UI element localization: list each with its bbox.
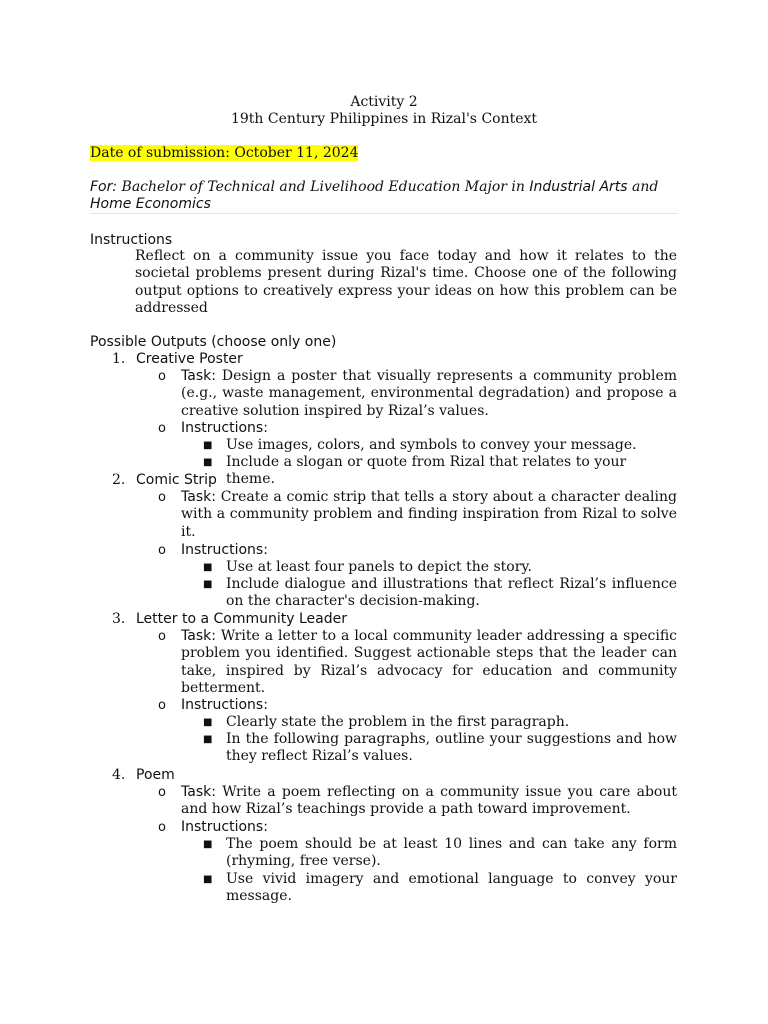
outputs-heading: Possible Outputs (choose only one) bbox=[90, 334, 337, 350]
instruction-text: Use images, colors, and symbols to convey your message. bbox=[226, 437, 637, 453]
item-title: Comic Strip bbox=[136, 472, 217, 488]
item-number: 4. bbox=[112, 767, 126, 783]
instructions-label: Instructions: bbox=[181, 542, 268, 558]
activity-title: Activity 2 bbox=[350, 94, 418, 110]
instruction-text: Use vivid imagery and emotional language to convey your message. bbox=[226, 871, 677, 905]
divider bbox=[90, 213, 678, 214]
instruction-text: In the following paragraphs, outline your suggestions and how they reflect Rizal’s values. bbox=[226, 731, 677, 765]
instructions-label: Instructions: bbox=[181, 697, 268, 713]
circle-bullet-icon: o bbox=[158, 490, 166, 505]
circle-bullet-icon: o bbox=[158, 698, 166, 713]
instructions-body: Reflect on a community issue you face today and how it relates to the societal problems present during Rizal's time. Choose one of the following output options to creatively express your ideas on how this problem can be addressed bbox=[135, 248, 677, 316]
item-number: 2. bbox=[112, 472, 126, 488]
task-text: Task: Design a poster that visually represents a community problem (e.g., waste management, environmental degradation) and propose a creative solution inspired by Rizal’s values. bbox=[181, 368, 678, 419]
document-subtitle: 19th Century Philippines in Rizal's Context bbox=[230, 111, 538, 127]
task-text: Task: Write a letter to a local community leader addressing a specific problem you identified. Suggest actionable steps that the leader can take, inspired by Rizal’s advocacy for education and community betterment. bbox=[181, 628, 677, 696]
audience-line-2: Home Economics bbox=[90, 196, 211, 212]
instruction-text: The poem should be at least 10 lines and can take any form (rhyming, free verse). bbox=[226, 836, 677, 870]
square-bullet-icon: ■ bbox=[203, 440, 213, 451]
item-title: Creative Poster bbox=[136, 351, 243, 367]
instruction-text: Use at least four panels to depict the story. bbox=[226, 559, 532, 575]
instruction-text: Clearly state the problem in the first paragraph. bbox=[226, 714, 570, 730]
square-bullet-icon: ■ bbox=[203, 717, 213, 728]
instruction-text: Include dialogue and illustrations that reflect Rizal’s influence on the character's decision-making. bbox=[226, 576, 677, 610]
instruction-text: Include a slogan or quote from Rizal that relates to your theme. bbox=[226, 454, 627, 488]
task-text: Task: Write a poem reflecting on a community issue you care about and how Rizal’s teachings provide a path toward improvement. bbox=[181, 784, 677, 818]
item-number: 3. bbox=[112, 611, 126, 627]
circle-bullet-icon: o bbox=[158, 820, 166, 835]
instructions-label: Instructions: bbox=[181, 819, 268, 835]
circle-bullet-icon: o bbox=[158, 785, 166, 800]
circle-bullet-icon: o bbox=[158, 543, 166, 558]
circle-bullet-icon: o bbox=[158, 421, 166, 436]
circle-bullet-icon: o bbox=[158, 369, 166, 384]
square-bullet-icon: ■ bbox=[203, 839, 213, 850]
task-text: Task: Create a comic strip that tells a story about a character dealing with a community problem and finding inspiration from Rizal to solve it. bbox=[181, 489, 677, 540]
item-title: Poem bbox=[136, 767, 175, 783]
square-bullet-icon: ■ bbox=[203, 579, 213, 590]
square-bullet-icon: ■ bbox=[203, 457, 213, 468]
instructions-label: Instructions: bbox=[181, 420, 268, 436]
item-title: Letter to a Community Leader bbox=[136, 611, 347, 627]
submission-date: Date of submission: October 11, 2024 bbox=[90, 145, 359, 161]
audience-line-1: For: Bachelor of Technical and Livelihood Education Major in Industrial Arts and bbox=[90, 179, 659, 195]
square-bullet-icon: ■ bbox=[203, 562, 213, 573]
square-bullet-icon: ■ bbox=[203, 874, 213, 885]
square-bullet-icon: ■ bbox=[203, 734, 213, 745]
item-number: 1. bbox=[112, 351, 126, 367]
circle-bullet-icon: o bbox=[158, 629, 166, 644]
instructions-heading: Instructions bbox=[90, 232, 173, 248]
